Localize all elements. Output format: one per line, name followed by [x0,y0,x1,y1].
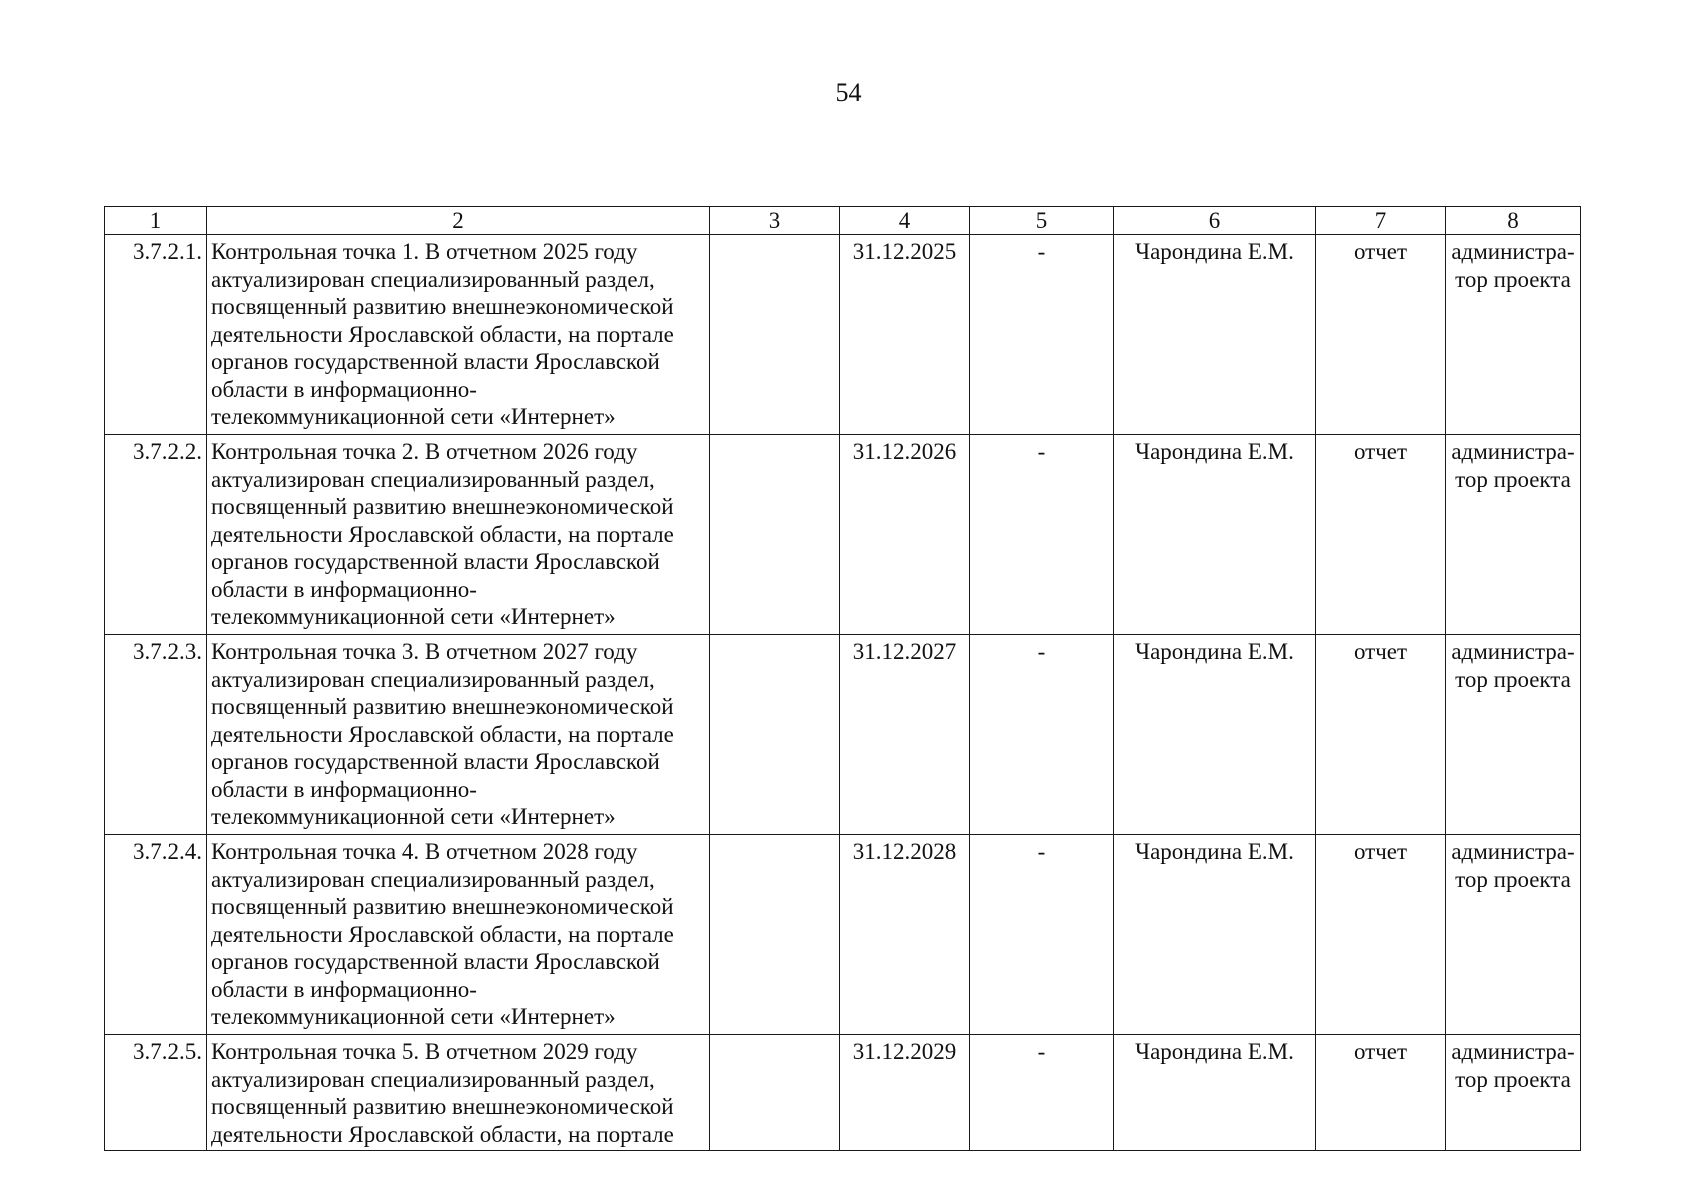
row-responsible: Чарондина Е.М. [1114,235,1316,435]
row-document: отчет [1316,435,1446,635]
row-col3 [710,435,840,635]
row-date: 31.12.2029 [840,1035,970,1151]
row-date: 31.12.2025 [840,235,970,435]
row-col5: - [970,835,1114,1035]
row-col5: - [970,635,1114,835]
table-row [105,835,1581,1035]
table-row [105,235,1581,435]
row-date: 31.12.2027 [840,635,970,835]
row-document: отчет [1316,1035,1446,1151]
row-col3 [710,1035,840,1151]
table-row [105,435,1581,635]
row-role: администра- тор проекта [1446,235,1581,435]
row-responsible: Чарондина Е.М. [1114,635,1316,835]
header-col-8: 8 [1446,207,1581,235]
row-number: 3.7.2.5. [105,1035,207,1151]
table-row [105,635,1581,835]
row-description-cell [207,1035,710,1151]
row-number: 3.7.2.1. [105,235,207,435]
row-col3 [710,235,840,435]
row-role: администра- тор проекта [1446,435,1581,635]
header-row [105,207,1581,235]
header-col-6: 6 [1114,207,1316,235]
row-col3 [710,635,840,835]
row-responsible: Чарондина Е.М. [1114,1035,1316,1151]
row-description: Контрольная точка 5. В отчетном 2029 году актуализирован специализированный раздел, посвященный развитию внешнеэкономической деятельности Ярославской области, на портале [211,1039,674,1147]
control-points-table [104,206,1581,1151]
row-role: администра- тор проекта [1446,635,1581,835]
row-responsible: Чарондина Е.М. [1114,435,1316,635]
row-role: администра- тор проекта [1446,835,1581,1035]
row-description: Контрольная точка 2. В отчетном 2026 году актуализирован специализированный раздел, посвященный развитию внешнеэкономической деятельности Ярославской области, на портале органов государственной власти Ярославской области в информационно- телекоммуникационной сети «Интернет» [207,435,710,635]
row-responsible: Чарондина Е.М. [1114,835,1316,1035]
row-document: отчет [1316,635,1446,835]
row-col5: - [970,1035,1114,1151]
header-col-2: 2 [207,207,710,235]
row-document: отчет [1316,835,1446,1035]
row-number: 3.7.2.4. [105,835,207,1035]
row-description: Контрольная точка 1. В отчетном 2025 году актуализирован специализированный раздел, посвященный развитию внешнеэкономической деятельности Ярославской области, на портале органов государственной власти Ярославской области в информационно- телекоммуникационной сети «Интернет» [207,235,710,435]
row-date: 31.12.2026 [840,435,970,635]
row-number: 3.7.2.2. [105,435,207,635]
header-col-3: 3 [710,207,840,235]
table-row [105,1035,1581,1151]
row-document: отчет [1316,235,1446,435]
row-col3 [710,835,840,1035]
header-col-5: 5 [970,207,1114,235]
row-role: администра- тор проекта [1446,1035,1581,1151]
header-col-1: 1 [105,207,207,235]
row-number: 3.7.2.3. [105,635,207,835]
row-description: Контрольная точка 3. В отчетном 2027 году актуализирован специализированный раздел, посвященный развитию внешнеэкономической деятельности Ярославской области, на портале органов государственной власти Ярославской области в информационно- телекоммуникационной сети «Интернет» [207,635,710,835]
header-col-4: 4 [840,207,970,235]
page-number: 54 [835,78,862,107]
row-col5: - [970,235,1114,435]
row-col5: - [970,435,1114,635]
header-col-7: 7 [1316,207,1446,235]
row-description: Контрольная точка 4. В отчетном 2028 году актуализирован специализированный раздел, посвященный развитию внешнеэкономической деятельности Ярославской области, на портале органов государственной власти Ярославской области в информационно- телекоммуникационной сети «Интернет» [207,835,710,1035]
row-date: 31.12.2028 [840,835,970,1035]
